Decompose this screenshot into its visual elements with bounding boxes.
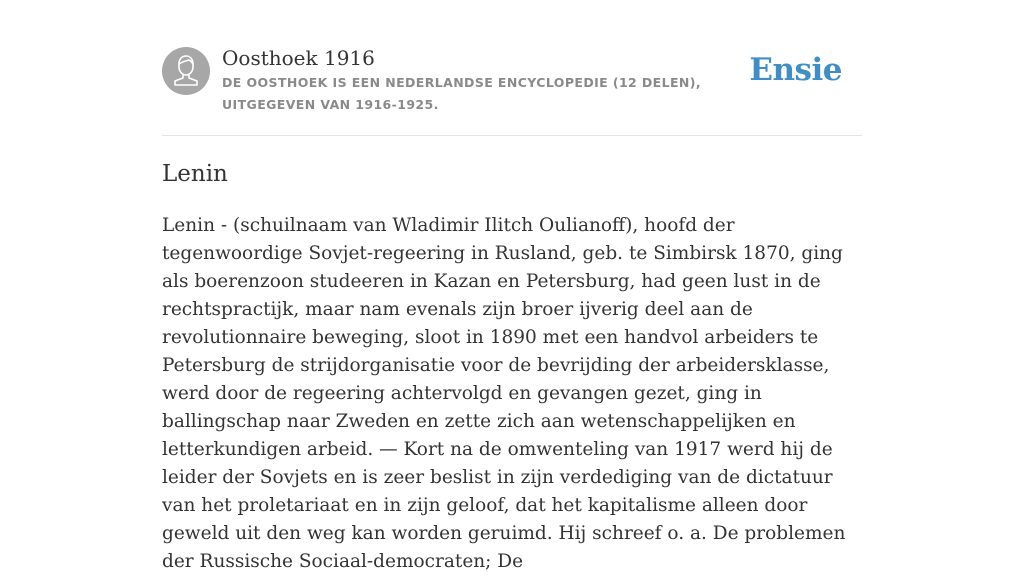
source-header bbox=[162, 46, 862, 136]
source-title[interactable]: Oosthoek 1916 bbox=[222, 46, 375, 70]
article-body: Lenin - (schuilnaam van Wladimir Ilitch Oulianoff), hoofd der tegenwoordige Sovjet-regeering in Rusland, geb. te Simbirsk 1870, ging als boerenzoon studeeren in Kazan en Petersburg, had geen lust in de rechtspractijk, maar nam evenals zijn broer ijverig deel aan de revolutionnaire beweging, sloot in 1890 met een handvol arbeiders te Petersburg de strijdorganisatie voor de bevrijding der arbeidersklasse, werd door de regeering achtervolgd en gevangen gezet, ging in ballingschap naar Zweden en zette zich aan wetenschappelijken en letterkundigen arbeid. — Kort na de omwenteling van 1917 werd hij de leider der Sovjets en is zeer beslist in zijn verdediging van de dictatuur van het proletariaat en in zijn geloof, dat het kapitalisme alleen door geweld uit den weg kan worden geruimd. Hij schreef o. a. De problemen der Russische Sociaal-democraten; De bbox=[162, 215, 846, 572]
source-description: DE OOSTHOEK IS EEN NEDERLANDSE ENCYCLOPEDIE (12 DELEN), UITGEGEVEN VAN 1916-1925. bbox=[222, 75, 702, 112]
user-icon[interactable] bbox=[162, 47, 210, 95]
header-divider bbox=[162, 135, 862, 136]
article-title: Lenin bbox=[162, 161, 228, 187]
ensie-logo[interactable]: Ensie bbox=[749, 52, 842, 88]
